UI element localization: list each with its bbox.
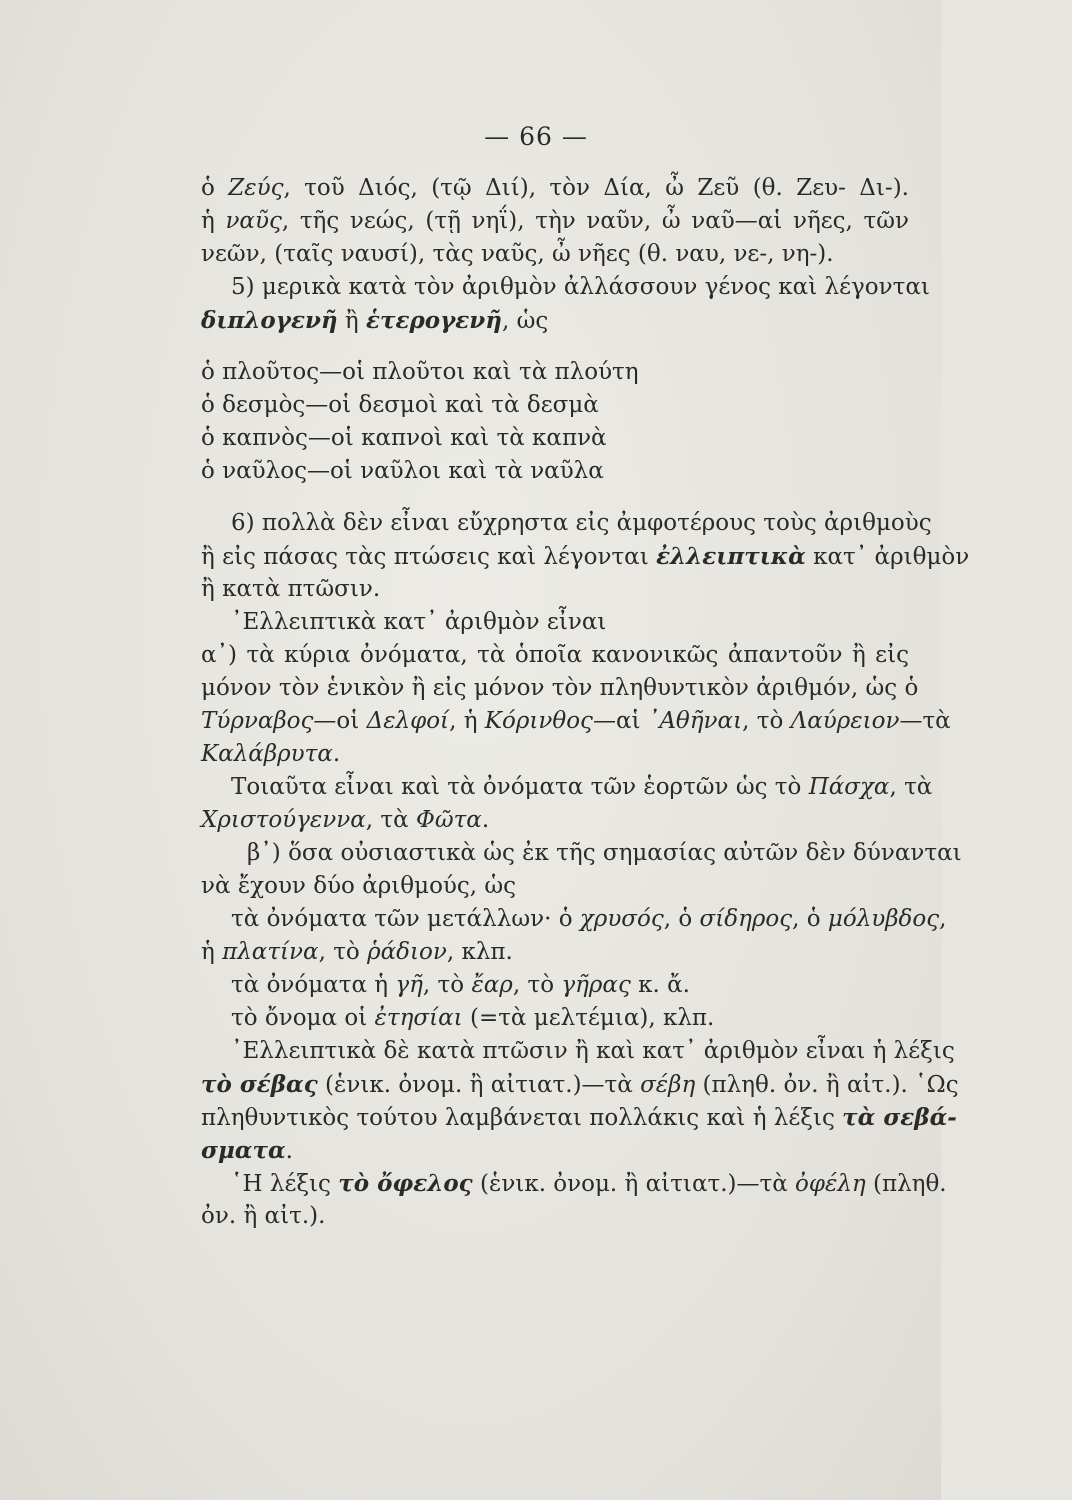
text-line: ἡ ναῦς, τῆς νεώς, (τῇ νηΐ), τὴν ναῦν, ὦ ναῦ—αἱ νῆες, τῶν (201, 208, 909, 234)
text-line: νεῶν, (ταῖς ναυσί), τὰς ναῦς, ὦ νῆες (θ. ναυ, νε-, νη-). (201, 241, 834, 267)
text-line: ὀν. ἢ αἰτ.). (201, 1203, 326, 1229)
text-line: ἢ κατὰ πτῶσιν. (201, 576, 381, 602)
list-item: ὁ πλοῦτος—οἱ πλοῦτοι καὶ τὰ πλούτη (201, 359, 639, 385)
list-item: ὁ ναῦλος—οἱ ναῦλοι καὶ τὰ ναῦλα (201, 458, 604, 484)
text-line: ᾽Ελλειπτικὰ δὲ κατὰ πτῶσιν ἢ καὶ κατ᾽ ἀριθμὸν εἶναι ἡ λέξις (231, 1038, 955, 1064)
text-line: 5) μερικὰ κατὰ τὸν ἀριθμὸν ἀλλάσσουν γένος καὶ λέγονται (231, 274, 930, 300)
text-line: ῾Η λέξις τὸ ὄφελος (ἑνικ. ὀνομ. ἢ αἰτιατ.)—τὰ ὀφέλη (πληθ. (231, 1170, 947, 1197)
text-line: Καλάβρυτα. (201, 741, 341, 767)
text-line: τὰ ὀνόματα τῶν μετάλλων· ὁ χρυσός, ὁ σίδηρος, ὁ μόλυβδος, (231, 906, 947, 932)
text-line: τὰ ὀνόματα ἡ γῆ, τὸ ἔαρ, τὸ γῆρας κ. ἄ. (231, 972, 690, 998)
text-line: Τοιαῦτα εἶναι καὶ τὰ ὀνόματα τῶν ἑορτῶν ὡς τὸ Πάσχα, τὰ (231, 774, 933, 800)
page-number: — 66 — (484, 122, 588, 151)
text-line: νὰ ἔχουν δύο ἀριθμούς, ὡς (201, 873, 517, 899)
text-line: διπλογενῆ ἢ ἑτερογενῆ, ὡς (201, 307, 549, 334)
text-line: α᾽) τὰ κύρια ὀνόματα, τὰ ὁποῖα κανονικῶς ἀπαντοῦν ἢ εἰς (201, 642, 909, 668)
text-line: ἡ πλατίνα, τὸ ῥάδιον, κλπ. (201, 939, 513, 965)
text-line: β᾽) ὅσα οὐσιαστικὰ ὡς ἐκ τῆς σημασίας αὐτῶν δὲν δύνανται (247, 840, 962, 866)
text-line: ᾽Ελλειπτικὰ κατ᾽ ἀριθμὸν εἶναι (231, 609, 607, 635)
text-line: πληθυντικὸς τούτου λαμβάνεται πολλάκις καὶ ἡ λέξις τὰ σεβά- (201, 1104, 957, 1131)
text-line: Χριστούγεννα, τὰ Φῶτα. (201, 807, 490, 833)
text-line: 6) πολλὰ δὲν εἶναι εὔχρηστα εἰς ἀμφοτέρους τοὺς ἀριθμοὺς (231, 510, 932, 536)
text-line: μόνον τὸν ἑνικὸν ἢ εἰς μόνον τὸν πληθυντικὸν ἀριθμόν, ὡς ὁ (201, 675, 919, 701)
list-item: ὁ καπνὸς—οἱ καπνοὶ καὶ τὰ καπνὰ (201, 425, 607, 451)
text-line: ἢ εἰς πάσας τὰς πτώσεις καὶ λέγονται ἐλλειπτικὰ κατ᾽ ἀριθμὸν (201, 543, 970, 570)
list-item: ὁ δεσμὸς—οἱ δεσμοὶ καὶ τὰ δεσμὰ (201, 392, 599, 418)
text-line: ὁ Ζεύς, τοῦ Διός, (τῷ Διί), τὸν Δία, ὦ Ζεῦ (θ. Ζευ- Δι-). (201, 175, 909, 201)
page-body (201, 172, 970, 1233)
text-line: τὸ σέβας (ἑνικ. ὀνομ. ἢ αἰτιατ.)—τὰ σέβη (πληθ. ὀν. ἢ αἰτ.). ῾Ως (201, 1071, 959, 1098)
text-line: τὸ ὄνομα οἱ ἐτησίαι (=τὰ μελτέμια), κλπ. (231, 1005, 715, 1031)
text-line: Τύρναβος—οἱ Δελφοί, ἡ Κόρινθος—αἱ ᾽Αθῆναι, τὸ Λαύρειον—τὰ (201, 708, 951, 734)
text-line: σματα. (201, 1137, 293, 1164)
